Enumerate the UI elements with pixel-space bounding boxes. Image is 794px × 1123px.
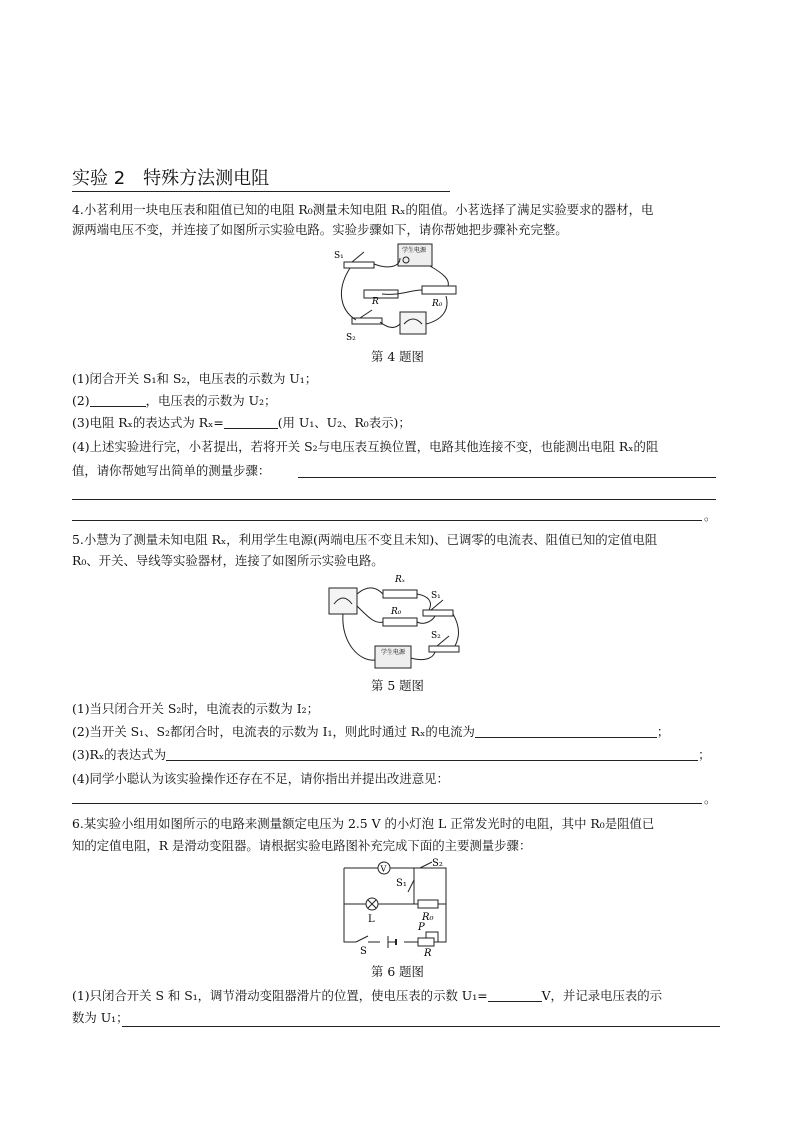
- q4-switch-s1: [344, 262, 374, 268]
- q6-label-p: P: [418, 922, 425, 933]
- section-title-underline: [72, 168, 450, 192]
- q5-step1: (1)当只闭合开关 S₂时，电流表的示数为 I₂；: [72, 701, 319, 716]
- q5-resistor-r0: [383, 618, 417, 626]
- q6-label-s: S: [360, 946, 367, 957]
- q4-step2: [72, 393, 276, 409]
- q6-caption: 第 6 题图: [371, 964, 424, 979]
- q4-answer-line-1[interactable]: [298, 477, 716, 478]
- q4-answer-line-2[interactable]: [72, 499, 716, 500]
- q6-resistor-r0: [418, 900, 438, 908]
- q6-answer-line[interactable]: [122, 1026, 720, 1027]
- q5-switch-s2: [429, 646, 459, 652]
- q6-step1-line2: 数为 U₁；: [72, 1010, 129, 1025]
- q4-step2-suffix: ，电压表的示数为 U₂；: [145, 393, 277, 408]
- q5-answer-line[interactable]: [72, 803, 702, 804]
- q4-answer-line-3[interactable]: [72, 520, 702, 521]
- q5-power-label: 学生电源: [381, 649, 406, 656]
- q6-line1: 6.某实验小组用如图所示的电路来测量额定电压为 2.5 V 的小灯泡 L 正常发光时的电阻，其中 R₀是阻值已: [72, 816, 655, 831]
- q4-resistor-r0: [422, 286, 456, 294]
- q6-circuit-diagram: [334, 856, 458, 958]
- q4-label-s2: S₂: [346, 333, 356, 343]
- q6-step1-blank[interactable]: [488, 989, 542, 1002]
- q5-step3-suffix: ；: [698, 747, 711, 762]
- q6-line2: 知的定值电阻，R 是滑动变阻器。请根据实验电路图补充完成下面的主要测量步骤：: [72, 838, 532, 853]
- q4-circuit-photo: [330, 240, 470, 348]
- q6-switch-s2: [420, 862, 432, 868]
- q5-step4: (4)同学小聪认为该实验操作还存在不足，请你指出并提出改进意见：: [72, 771, 449, 786]
- q4-label-r0: R₀: [432, 299, 443, 309]
- q6-step1-suffix: V，并记录电压表的示: [541, 988, 663, 1003]
- q6-label-s1: S₁: [396, 878, 407, 889]
- section-title: 实验 2 特殊方法测电阻: [72, 168, 270, 189]
- q4-step4-line1: (4)上述实验进行完，小茗提出，若将开关 S₂与电压表互换位置，电路其他连接不变，也能测出电阻 Rₓ的阻: [72, 439, 659, 454]
- q5-end-mark: 。: [704, 791, 717, 806]
- q5-step2-suffix: ；: [656, 724, 670, 739]
- q6-step1: [72, 988, 662, 1004]
- q4-label-r: R: [372, 297, 379, 307]
- q4-step3-suffix: (用 U₁、U₂、R₀表示)；: [277, 415, 411, 430]
- q5-line2: R₀、开关、导线等实验器材，连接了如图所示实验电路。: [72, 553, 384, 568]
- q4-line1: 4.小茗利用一块电压表和阻值已知的电阻 R₀测量未知电阻 Rₓ的阻值。小茗选择了满足实验要求的器材，电: [72, 202, 654, 217]
- q5-label-rx: Rₓ: [395, 575, 405, 585]
- q4-caption: 第 4 题图: [371, 349, 424, 364]
- q6-label-l: L: [368, 914, 375, 925]
- q5-label-s2: S₂: [431, 631, 441, 641]
- q5-circuit-photo: [325, 572, 465, 674]
- q4-label-s1: S₁: [334, 251, 344, 261]
- q6-switch-s1: [408, 880, 414, 892]
- q5-switch-s1: [423, 610, 453, 616]
- q4-step3-prefix: (3)电阻 Rₓ的表达式为 Rₓ=: [72, 415, 224, 430]
- q6-step1-prefix: (1)只闭合开关 S 和 S₁，调节滑动变阻器滑片的位置，使电压表的示数 U₁=: [72, 988, 488, 1003]
- q5-label-r0: R₀: [391, 607, 402, 617]
- q4-voltmeter: [400, 312, 426, 334]
- q4-step2-prefix: (2): [72, 393, 90, 408]
- q4-step3-blank[interactable]: [224, 416, 278, 429]
- q4-step1: (1)闭合开关 S₁和 S₂，电压表的示数为 U₁；: [72, 371, 318, 386]
- q5-resistor-rx: [383, 590, 417, 598]
- q5-line1: 5.小慧为了测量未知电阻 Rₓ，利用学生电源(两端电压不变且未知)、已调零的电流表、阻值已知的定值电阻: [72, 532, 658, 547]
- q6-label-r0: R₀: [422, 912, 434, 923]
- q5-step3-blank[interactable]: [166, 748, 698, 761]
- q5-step2: [72, 724, 669, 740]
- q5-ammeter: [329, 588, 357, 614]
- q5-caption: 第 5 题图: [371, 678, 424, 693]
- q4-power-label: 学生电源: [402, 247, 427, 254]
- q5-step2-prefix: (2)当开关 S₁、S₂都闭合时，电流表的示数为 I₁，则此时通过 Rₓ的电流为: [72, 724, 475, 739]
- q6-label-s2: S₂: [432, 858, 443, 869]
- q5-label-s1: S₁: [431, 591, 441, 601]
- q4-switch-s2: [352, 318, 382, 324]
- q5-step3: [72, 747, 710, 763]
- q4-line2: 源两端电压不变，并连接了如图所示实验电路。实验步骤如下，请你帮她把步骤补充完整。: [72, 222, 568, 237]
- q4-step2-blank[interactable]: [90, 394, 146, 407]
- q6-rheostat: [418, 938, 434, 946]
- q5-step2-blank[interactable]: [475, 725, 657, 738]
- q6-label-v: V: [380, 864, 387, 874]
- q4-step4-line2: 值，请你帮她写出简单的测量步骤：: [72, 463, 271, 478]
- q4-end-mark: 。: [704, 508, 717, 523]
- q4-step3: [72, 415, 411, 431]
- q6-label-r: R: [424, 948, 432, 958]
- q6-switch-s: [356, 936, 368, 942]
- q5-step3-prefix: (3)Rₓ的表达式为: [72, 747, 167, 762]
